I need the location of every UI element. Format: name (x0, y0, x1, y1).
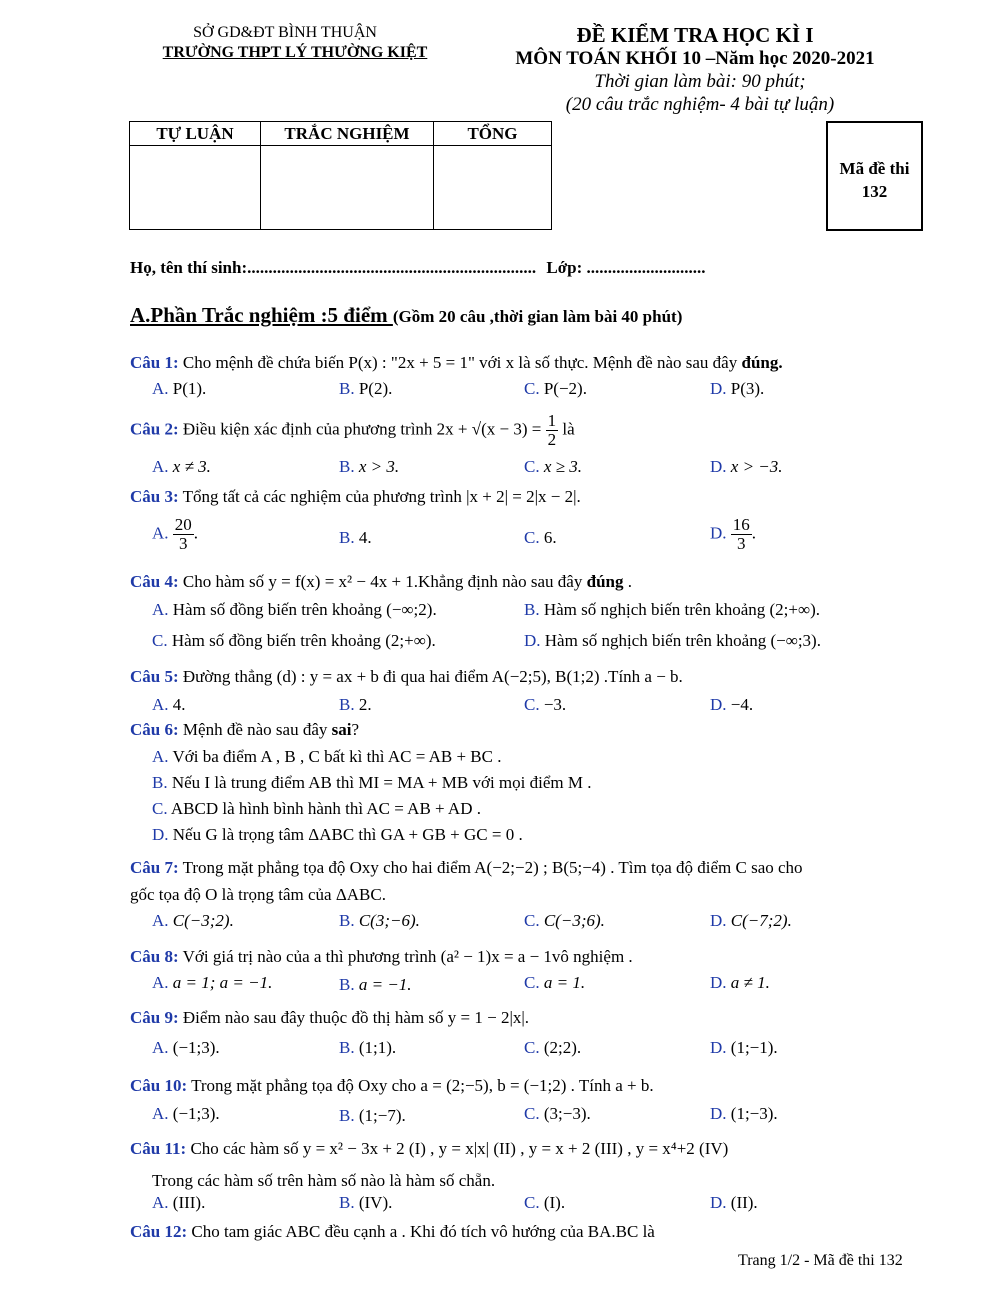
question-1-emphasis: đúng. (741, 353, 783, 372)
question-10-text: Trong mặt phẳng tọa độ Oxy cho a = (2;−5), b = (−1;2) . Tính a + b. (191, 1076, 654, 1095)
q3-option-a[interactable]: A. $\frac{20}{3}$ . (152, 515, 199, 553)
score-table (129, 121, 552, 230)
question-8-text: Với giá trị nào của a thì phương trình (a² − 1)x = a − 1vô nghiệm . (182, 947, 633, 966)
student-info-line (130, 258, 706, 278)
q3-option-b[interactable]: B. 4. (339, 528, 372, 547)
question-10 (130, 1076, 654, 1096)
exam-code-label: Mã đề thi (839, 159, 910, 178)
question-3-text: Tổng tất cả các nghiệm của phương trình |x + 2| = 2|x − 2|. (182, 487, 581, 506)
q10-option-b[interactable]: B. (1;−7). (339, 1106, 406, 1125)
question-1-label: Câu 1: (130, 353, 179, 372)
question-6-text: Mệnh đề nào sau đây (178, 720, 332, 739)
question-6-label: Câu 6: (130, 720, 179, 739)
question-3-label: Câu 3: (130, 487, 179, 506)
question-1 (130, 353, 783, 373)
question-2-text: Điều kiện xác định của phương trình 2x + √(x − 3) = (182, 419, 546, 439)
question-9 (130, 1008, 529, 1028)
q7-option-a[interactable]: A. C(−3;2). (152, 911, 234, 930)
question-3 (130, 487, 581, 507)
score-cell-total (434, 146, 552, 230)
q7-option-d[interactable]: D. C(−7;2). (710, 911, 792, 930)
question-2 (130, 412, 575, 449)
question-8 (130, 947, 633, 967)
exam-structure: (20 câu trắc nghiệm- 4 bài tự luận) (565, 94, 835, 115)
question-8-label: Câu 8: (130, 947, 179, 966)
q8-option-a[interactable]: A. a = 1; a = −1. (152, 973, 273, 992)
q8-option-d[interactable]: D. a ≠ 1. (710, 973, 770, 992)
question-12-text: Cho tam giác ABC đều cạnh a . Khi đó tích vô hướng của BA.BC là (191, 1222, 655, 1241)
q5-option-c[interactable]: C. −3. (524, 695, 567, 714)
q9-option-d[interactable]: D. (1;−1). (710, 1038, 778, 1057)
department-name: SỞ GD&ĐT BÌNH THUẬN (193, 24, 377, 41)
q1-option-c[interactable]: C. P(−2). (524, 379, 587, 398)
exam-code-box (826, 121, 923, 231)
question-11-label: Câu 11: (130, 1139, 187, 1158)
question-6: Câu 6: Mệnh đề nào sau đây sai? (130, 720, 360, 739)
question-2-fraction: $\frac{1}{2}$ (547, 411, 557, 449)
q6-option-d[interactable]: D. Nếu G là trọng tâm ΔABC thì GA + GB + GC = 0 . (152, 825, 523, 844)
exam-code-value: 132 (861, 182, 888, 201)
q2-option-b[interactable]: B. x > 3. (339, 457, 400, 476)
q1-option-a[interactable]: A. P(1). (152, 379, 207, 398)
score-header-essay: TỰ LUẬN (130, 122, 261, 146)
question-5 (130, 667, 683, 687)
q7-option-c[interactable]: C. C(−3;6). (524, 911, 605, 930)
question-4-text: Cho hàm số y = f(x) = x² − 4x + 1.Khẳng định nào sau đây (182, 572, 587, 591)
question-2-tail: là (558, 419, 575, 439)
question-4: Câu 4: Cho hàm số y = f(x) = x² − 4x + 1.Khẳng định nào sau đây đúng . (130, 572, 632, 591)
question-10-label: Câu 10: (130, 1076, 188, 1095)
q11-option-d[interactable]: D. (II). (710, 1193, 758, 1212)
question-11 (130, 1139, 728, 1159)
question-4-label: Câu 4: (130, 572, 179, 591)
score-header-total: TỔNG (434, 122, 552, 146)
q1-option-b[interactable]: B. P(2). (339, 379, 393, 398)
question-12-label: Câu 12: (130, 1222, 188, 1241)
q5-option-d[interactable]: D. −4. (710, 695, 754, 714)
student-name-field: Họ, tên thí sinh:.................................................................... (130, 258, 537, 277)
q4-option-c[interactable]: C. Hàm số đồng biến trên khoảng (2;+∞). (152, 631, 436, 650)
question-7-line2: gốc tọa độ O là trọng tâm của ΔABC. (130, 885, 386, 904)
school-name: TRƯỜNG THPT LÝ THƯỜNG KIỆT (162, 44, 428, 61)
q5-option-b[interactable]: B. 2. (339, 695, 372, 714)
q4-option-b[interactable]: B. Hàm số nghịch biến trên khoảng (2;+∞). (524, 600, 821, 619)
q6-option-c[interactable]: C. ABCD là hình bình hành thì AC = AB + AD . (152, 799, 481, 818)
question-9-label: Câu 9: (130, 1008, 179, 1027)
question-1-text: Cho mệnh đề chứa biến P(x) : "2x + 5 = 1" với x là số thực. Mệnh đề nào sau đây (182, 353, 742, 372)
question-7-label: Câu 7: (130, 858, 179, 877)
question-5-label: Câu 5: (130, 667, 179, 686)
q11-option-a[interactable]: A. (III). (152, 1193, 206, 1212)
question-6-emphasis: sai (331, 720, 352, 739)
q3-option-c[interactable]: C. 6. (524, 528, 557, 547)
q9-option-b[interactable]: B. (1;1). (339, 1038, 397, 1057)
q6-option-a[interactable]: A. Với ba điểm A , B , C bất kì thì AC = AB + BC . (152, 747, 502, 766)
q5-option-a[interactable]: A. 4. (152, 695, 186, 714)
q8-option-c[interactable]: C. a = 1. (524, 973, 586, 992)
section-title-line (130, 303, 682, 328)
q4-option-d[interactable]: D. Hàm số nghịch biến trên khoảng (−∞;3). (524, 631, 821, 650)
q4-option-a[interactable]: A. Hàm số đồng biến trên khoảng (−∞;2). (152, 600, 437, 619)
q9-option-a[interactable]: A. (−1;3). (152, 1038, 220, 1057)
q11-option-c[interactable]: C. (I). (524, 1193, 566, 1212)
q8-option-b[interactable]: B. a = −1. (339, 975, 412, 994)
student-class-field: Lớp: ............................ (546, 258, 706, 277)
score-cell-mcq (261, 146, 434, 230)
question-5-text: Đường thẳng (d) : y = ax + b đi qua hai điểm A(−2;5), B(1;2) .Tính a − b. (182, 667, 683, 686)
page-footer: Trang 1/2 - Mã đề thi 132 (738, 1252, 903, 1269)
question-11-line2: Trong các hàm số trên hàm số nào là hàm số chẵn. (152, 1171, 496, 1190)
score-cell-essay (130, 146, 261, 230)
q2-option-c[interactable]: C. x ≥ 3. (524, 457, 582, 476)
question-2-label: Câu 2: (130, 419, 179, 439)
question-11-text: Cho các hàm số y = x² − 3x + 2 (I) , y = x|x| (II) , y = x + 2 (III) , y = x⁴+2 (IV) (190, 1139, 729, 1158)
question-9-text: Điểm nào sau đây thuộc đồ thị hàm số y = 1 − 2|x|. (182, 1008, 530, 1027)
q9-option-c[interactable]: C. (2;2). (524, 1038, 582, 1057)
question-12 (130, 1222, 655, 1242)
q2-option-a[interactable]: A. x ≠ 3. (152, 457, 211, 476)
q2-option-d[interactable]: D. x > −3. (710, 457, 783, 476)
q10-option-a[interactable]: A. (−1;3). (152, 1104, 220, 1123)
q1-option-d[interactable]: D. P(3). (710, 379, 765, 398)
q6-option-b[interactable]: B. Nếu I là trung điểm AB thì MI = MA + MB với mọi điểm M . (152, 773, 592, 792)
q10-option-c[interactable]: C. (3;−3). (524, 1104, 591, 1123)
question-7 (130, 858, 803, 878)
score-header-mcq: TRẮC NGHIỆM (261, 122, 434, 146)
q3-option-d[interactable]: D. $\frac{16}{3}$ . (710, 515, 757, 553)
q7-option-b[interactable]: B. C(3;−6). (339, 911, 420, 930)
exam-time: Thời gian làm bài: 90 phút; (594, 71, 806, 92)
section-title: A.Phần Trắc nghiệm :5 điểm (130, 303, 393, 327)
q10-option-d[interactable]: D. (1;−3). (710, 1104, 778, 1123)
subject-line: MÔN TOÁN KHỐI 10 –Năm học 2020-2021 (515, 48, 875, 69)
question-4-emphasis: đúng (586, 572, 624, 591)
exam-title: ĐỀ KIỂM TRA HỌC KÌ I (576, 23, 814, 47)
q11-option-b[interactable]: B. (IV). (339, 1193, 393, 1212)
section-note: (Gồm 20 câu ,thời gian làm bài 40 phút) (392, 307, 683, 326)
question-7-text: Trong mặt phẳng tọa độ Oxy cho hai điểm A(−2;−2) ; B(5;−4) . Tìm tọa độ điểm C sao cho (182, 858, 803, 877)
